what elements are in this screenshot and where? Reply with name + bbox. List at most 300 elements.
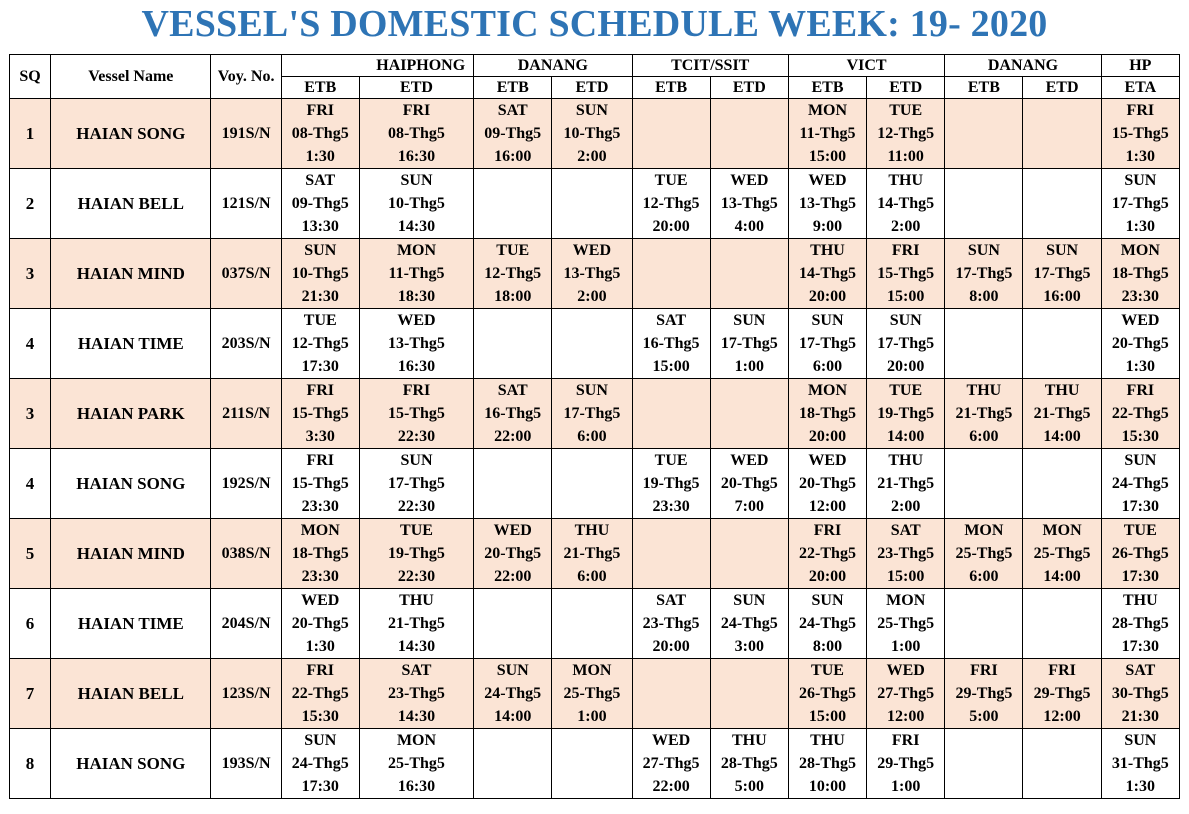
schedule-time: 23:30: [301, 568, 339, 585]
schedule-time: 16:30: [397, 778, 436, 795]
schedule-date: 24-Thg5: [720, 615, 778, 632]
header-event: ETB: [474, 77, 552, 99]
schedule-date: [552, 612, 631, 635]
schedule-time: [945, 775, 1022, 798]
schedule-day: WED: [886, 662, 925, 679]
schedule-date: [552, 192, 631, 215]
schedule-date: 18-Thg5: [291, 545, 349, 562]
schedule-cell: [788, 519, 866, 589]
schedule-day: [711, 519, 788, 542]
schedule-date: [1023, 752, 1100, 775]
voyage-number-cell: 038S/N: [211, 519, 281, 589]
header-event: ETB: [632, 77, 710, 99]
schedule-cell: [710, 379, 788, 449]
schedule-time: 14:00: [887, 428, 925, 445]
schedule-cell: [632, 239, 710, 309]
schedule-time: 6:00: [577, 428, 607, 445]
schedule-time: 3:30: [305, 428, 335, 445]
schedule-day: [945, 309, 1022, 332]
schedule-time: [1023, 635, 1100, 658]
schedule-date: 19-Thg5: [642, 475, 700, 492]
schedule-day: SUN: [304, 732, 337, 749]
schedule-day: TUE: [496, 242, 530, 259]
schedule-time: 11:00: [887, 148, 924, 165]
table-row: [10, 309, 1180, 379]
schedule-date: 15-Thg5: [1111, 125, 1169, 142]
schedule-cell: [1023, 449, 1101, 519]
schedule-day: FRI: [813, 522, 842, 539]
schedule-date: 31-Thg5: [1111, 755, 1169, 772]
schedule-cell: [359, 309, 473, 379]
schedule-time: 5:00: [969, 708, 999, 725]
schedule-time: 23:30: [1121, 288, 1159, 305]
schedule-day: MON: [964, 522, 1004, 539]
schedule-date: 12-Thg5: [877, 125, 935, 142]
schedule-day: [945, 99, 1022, 122]
header-event: ETD: [1023, 77, 1101, 99]
schedule-cell: [710, 519, 788, 589]
schedule-cell: [359, 169, 473, 239]
schedule-day: THU: [1123, 592, 1158, 609]
schedule-day: SUN: [575, 382, 608, 399]
schedule-date: [1023, 332, 1100, 355]
schedule-day: FRI: [402, 102, 431, 119]
schedule-day: TUE: [889, 382, 923, 399]
vessel-name-cell: HAIAN MIND: [51, 519, 211, 589]
schedule-day: MON: [300, 522, 340, 539]
schedule-day: MON: [807, 382, 848, 399]
schedule-time: 15:30: [1121, 428, 1159, 445]
table-row: [10, 589, 1180, 659]
schedule-cell: [632, 379, 710, 449]
schedule-day: SUN: [400, 172, 433, 189]
vessel-name-cell: HAIAN TIME: [51, 589, 211, 659]
schedule-date: 29-Thg5: [877, 755, 935, 772]
schedule-cell: [632, 449, 710, 519]
schedule-day: TUE: [889, 102, 923, 119]
schedule-time: 16:30: [397, 148, 436, 165]
table-row: [10, 99, 1180, 169]
schedule-day: [1023, 309, 1100, 332]
schedule-time: 20:00: [652, 638, 690, 655]
schedule-day: WED: [651, 732, 691, 749]
table-body: [10, 99, 1180, 799]
schedule-cell: [945, 659, 1023, 729]
schedule-time: 14:30: [397, 218, 436, 235]
schedule-date: 22-Thg5: [291, 685, 349, 702]
schedule-time: 21:30: [1121, 708, 1159, 725]
schedule-cell: [788, 239, 866, 309]
schedule-date: 27-Thg5: [877, 685, 935, 702]
schedule-time: [633, 565, 710, 588]
schedule-cell: [788, 659, 866, 729]
schedule-cell: [474, 309, 552, 379]
schedule-cell: [281, 589, 359, 659]
schedule-day: [552, 169, 631, 192]
vessel-name-cell: HAIAN PARK: [51, 379, 211, 449]
schedule-date: 23-Thg5: [642, 615, 700, 632]
schedule-day: SUN: [496, 662, 529, 679]
schedule-time: 15:00: [652, 358, 690, 375]
schedule-date: [633, 122, 710, 145]
schedule-time: 3:00: [734, 638, 764, 655]
schedule-cell: [281, 239, 359, 309]
schedule-time: 20:00: [808, 428, 847, 445]
schedule-day: SAT: [656, 592, 687, 609]
schedule-day: [633, 659, 710, 682]
schedule-day: [711, 659, 788, 682]
schedule-cell: [945, 239, 1023, 309]
schedule-day: SUN: [967, 242, 1000, 259]
schedule-time: 6:00: [969, 428, 999, 445]
schedule-date: [945, 332, 1022, 355]
header-vessel-name: Vessel Name: [51, 55, 211, 99]
schedule-day: [633, 239, 710, 262]
schedule-date: 21-Thg5: [1033, 405, 1091, 422]
schedule-time: 18:00: [494, 288, 532, 305]
schedule-cell: [945, 379, 1023, 449]
sq-cell: 4: [10, 309, 51, 379]
schedule-date: 25-Thg5: [388, 755, 445, 772]
schedule-time: [552, 495, 631, 518]
schedule-day: MON: [807, 102, 848, 119]
schedule-day: [711, 239, 788, 262]
schedule-date: 17-Thg5: [1111, 195, 1169, 212]
schedule-day: THU: [731, 732, 767, 749]
schedule-day: [1023, 99, 1100, 122]
schedule-day: SUN: [889, 312, 922, 329]
schedule-date: 12-Thg5: [484, 265, 542, 282]
schedule-cell: [1023, 169, 1101, 239]
schedule-cell: [867, 309, 945, 379]
schedule-time: [1023, 355, 1100, 378]
voyage-number-cell: 203S/N: [211, 309, 281, 379]
schedule-day: [552, 589, 631, 612]
schedule-date: 24-Thg5: [1111, 475, 1169, 492]
schedule-time: 17:30: [1121, 498, 1159, 515]
schedule-cell: [867, 99, 945, 169]
voyage-number-cell: 037S/N: [211, 239, 281, 309]
schedule-cell: [474, 449, 552, 519]
schedule-cell: [281, 99, 359, 169]
schedule-day: [633, 519, 710, 542]
schedule-date: 20-Thg5: [1111, 335, 1169, 352]
sq-cell: 2: [10, 169, 51, 239]
schedule-date: 24-Thg5: [799, 615, 856, 632]
schedule-cell: [552, 729, 632, 799]
schedule-day: TUE: [811, 662, 844, 679]
schedule-time: 17:30: [301, 358, 339, 375]
schedule-time: 12:00: [887, 708, 925, 725]
schedule-time: 20:00: [887, 358, 925, 375]
schedule-cell: [632, 589, 710, 659]
schedule-time: 6:00: [969, 568, 999, 585]
schedule-cell: [1023, 519, 1101, 589]
schedule-cell: [945, 729, 1023, 799]
schedule-date: 12-Thg5: [291, 335, 349, 352]
schedule-date: [552, 472, 631, 495]
header-event: ETB: [788, 77, 866, 99]
schedule-cell: [632, 659, 710, 729]
schedule-day: FRI: [402, 382, 431, 399]
schedule-cell: [359, 519, 473, 589]
header-event: ETB: [945, 77, 1023, 99]
schedule-time: 1:30: [305, 638, 335, 655]
schedule-cell: [474, 379, 552, 449]
schedule-date: 20-Thg5: [799, 475, 856, 492]
schedule-date: 27-Thg5: [642, 755, 700, 772]
schedule-date: 17-Thg5: [799, 335, 856, 352]
schedule-date: 10-Thg5: [291, 265, 349, 282]
schedule-time: [1023, 215, 1100, 238]
schedule-time: [552, 215, 631, 238]
schedule-cell: [1023, 659, 1101, 729]
header-event: ETB: [281, 77, 359, 99]
schedule-time: [474, 775, 551, 798]
schedule-cell: [1023, 729, 1101, 799]
schedule-time: [552, 355, 631, 378]
schedule-day: THU: [888, 172, 924, 189]
vessel-name-cell: HAIAN BELL: [51, 169, 211, 239]
schedule-cell: [474, 99, 552, 169]
table-row: [10, 239, 1180, 309]
schedule-cell: [474, 729, 552, 799]
sq-cell: 5: [10, 519, 51, 589]
schedule-time: 1:00: [734, 358, 764, 375]
schedule-cell: [552, 99, 632, 169]
schedule-date: 18-Thg5: [1111, 265, 1169, 282]
vessel-name-cell: HAIAN TIME: [51, 309, 211, 379]
schedule-date: 17-Thg5: [563, 405, 621, 422]
header-event: ETD: [710, 77, 788, 99]
table-row: [10, 379, 1180, 449]
schedule-time: [1023, 495, 1100, 518]
sq-cell: 4: [10, 449, 51, 519]
schedule-time: 1:30: [1125, 358, 1155, 375]
schedule-day: [945, 449, 1022, 472]
schedule-table: [9, 54, 1180, 799]
schedule-cell: [281, 519, 359, 589]
schedule-cell: [945, 309, 1023, 379]
schedule-cell: [1101, 99, 1179, 169]
schedule-date: 13-Thg5: [720, 195, 778, 212]
table-header: [10, 55, 1180, 99]
schedule-date: 11-Thg5: [388, 265, 445, 282]
schedule-day: FRI: [891, 732, 920, 749]
schedule-date: 25-Thg5: [563, 685, 621, 702]
schedule-date: [711, 402, 788, 425]
schedule-date: 28-Thg5: [1111, 615, 1169, 632]
schedule-day: SUN: [1046, 242, 1079, 259]
schedule-time: 2:00: [577, 288, 607, 305]
sq-cell: 8: [10, 729, 51, 799]
schedule-cell: [788, 379, 866, 449]
schedule-day: SUN: [1124, 452, 1157, 469]
schedule-date: [633, 682, 710, 705]
header-event: ETD: [552, 77, 632, 99]
schedule-time: 17:30: [1121, 638, 1159, 655]
schedule-time: 17:30: [1121, 568, 1159, 585]
schedule-day: SUN: [400, 452, 433, 469]
schedule-cell: [867, 729, 945, 799]
schedule-date: 09-Thg5: [291, 195, 349, 212]
schedule-time: [711, 425, 788, 448]
schedule-time: [633, 145, 710, 168]
voyage-number-cell: 123S/N: [211, 659, 281, 729]
schedule-time: [474, 635, 551, 658]
schedule-day: THU: [399, 592, 434, 609]
schedule-day: SUN: [733, 312, 766, 329]
schedule-time: [633, 425, 710, 448]
voyage-number-cell: 191S/N: [211, 99, 281, 169]
schedule-date: [552, 332, 631, 355]
schedule-cell: [710, 309, 788, 379]
schedule-day: SAT: [656, 312, 687, 329]
schedule-day: FRI: [1126, 382, 1155, 399]
schedule-time: [945, 145, 1022, 168]
header-port-haiphong: HAIPHONG: [281, 55, 473, 77]
table-row: [10, 449, 1180, 519]
schedule-date: 14-Thg5: [799, 265, 856, 282]
schedule-time: 15:00: [887, 288, 925, 305]
schedule-day: [945, 729, 1022, 752]
schedule-date: 10-Thg5: [563, 125, 621, 142]
schedule-cell: [281, 309, 359, 379]
schedule-cell: [1023, 589, 1101, 659]
schedule-time: 4:00: [734, 218, 764, 235]
schedule-time: 8:00: [812, 638, 843, 655]
schedule-time: [945, 635, 1022, 658]
schedule-time: 14:30: [397, 638, 436, 655]
schedule-day: [1023, 169, 1100, 192]
schedule-cell: [359, 99, 473, 169]
schedule-time: 1:00: [891, 638, 921, 655]
schedule-date: [945, 472, 1022, 495]
schedule-time: 15:00: [808, 148, 847, 165]
schedule-cell: [474, 659, 552, 729]
table-row: [10, 729, 1180, 799]
schedule-date: [474, 472, 551, 495]
schedule-date: [1023, 192, 1100, 215]
schedule-day: FRI: [891, 242, 920, 259]
schedule-cell: [710, 449, 788, 519]
schedule-time: [552, 635, 631, 658]
schedule-day: TUE: [400, 522, 433, 539]
schedule-date: [633, 262, 710, 285]
schedule-day: THU: [810, 732, 845, 749]
schedule-cell: [710, 239, 788, 309]
header-row-ports: [10, 55, 1180, 77]
schedule-date: 20-Thg5: [291, 615, 349, 632]
schedule-day: FRI: [306, 102, 335, 119]
schedule-date: [945, 122, 1022, 145]
schedule-date: 13-Thg5: [388, 335, 445, 352]
schedule-time: 1:00: [577, 708, 607, 725]
schedule-time: 10:00: [808, 778, 847, 795]
schedule-date: 21-Thg5: [388, 615, 445, 632]
schedule-time: 15:30: [301, 708, 339, 725]
schedule-day: SAT: [1125, 662, 1156, 679]
schedule-cell: [1023, 239, 1101, 309]
voyage-number-cell: 193S/N: [211, 729, 281, 799]
schedule-time: [1023, 145, 1100, 168]
schedule-day: [474, 309, 551, 332]
schedule-cell: [552, 449, 632, 519]
schedule-cell: [867, 659, 945, 729]
schedule-date: 21-Thg5: [563, 545, 621, 562]
sq-cell: 7: [10, 659, 51, 729]
schedule-time: 5:00: [734, 778, 764, 795]
schedule-day: WED: [808, 452, 847, 469]
schedule-date: 10-Thg5: [388, 195, 445, 212]
schedule-day: [633, 99, 710, 122]
schedule-time: 23:30: [301, 498, 339, 515]
schedule-time: 18:30: [397, 288, 436, 305]
schedule-time: [474, 355, 551, 378]
schedule-date: 16-Thg5: [484, 405, 542, 422]
header-port-vict: VICT: [788, 55, 944, 77]
schedule-cell: [1101, 519, 1179, 589]
schedule-time: 6:00: [812, 358, 843, 375]
header-event: ETD: [359, 77, 473, 99]
schedule-cell: [552, 659, 632, 729]
schedule-date: 29-Thg5: [955, 685, 1013, 702]
schedule-date: 24-Thg5: [291, 755, 349, 772]
schedule-time: 22:30: [397, 498, 436, 515]
schedule-date: [474, 192, 551, 215]
schedule-day: [552, 449, 631, 472]
schedule-date: 13-Thg5: [563, 265, 621, 282]
schedule-day: WED: [301, 592, 340, 609]
schedule-time: 22:30: [397, 568, 436, 585]
schedule-date: 18-Thg5: [799, 405, 856, 422]
schedule-time: 8:00: [969, 288, 999, 305]
schedule-day: [945, 169, 1022, 192]
schedule-day: [474, 449, 551, 472]
schedule-date: 23-Thg5: [877, 545, 935, 562]
schedule-time: 12:00: [808, 498, 847, 515]
schedule-time: 1:00: [891, 778, 921, 795]
schedule-date: 17-Thg5: [1033, 265, 1091, 282]
schedule-cell: [632, 309, 710, 379]
schedule-time: [711, 145, 788, 168]
schedule-date: 15-Thg5: [388, 405, 445, 422]
schedule-day: [945, 589, 1022, 612]
schedule-day: WED: [397, 312, 436, 329]
schedule-cell: [552, 309, 632, 379]
schedule-date: 17-Thg5: [388, 475, 445, 492]
schedule-date: 19-Thg5: [877, 405, 935, 422]
schedule-cell: [867, 519, 945, 589]
schedule-cell: [1023, 379, 1101, 449]
schedule-day: [474, 729, 551, 752]
schedule-cell: [552, 589, 632, 659]
voyage-number-cell: 192S/N: [211, 449, 281, 519]
schedule-cell: [867, 589, 945, 659]
schedule-date: 08-Thg5: [388, 125, 445, 142]
schedule-day: WED: [730, 452, 769, 469]
schedule-time: 22:00: [494, 428, 532, 445]
schedule-date: 19-Thg5: [388, 545, 445, 562]
header-event: ETD: [867, 77, 945, 99]
schedule-day: [474, 169, 551, 192]
schedule-day: WED: [808, 172, 847, 189]
schedule-day: SUN: [575, 102, 608, 119]
sq-cell: 6: [10, 589, 51, 659]
table-row: [10, 659, 1180, 729]
schedule-cell: [867, 379, 945, 449]
schedule-time: 2:00: [891, 218, 921, 235]
